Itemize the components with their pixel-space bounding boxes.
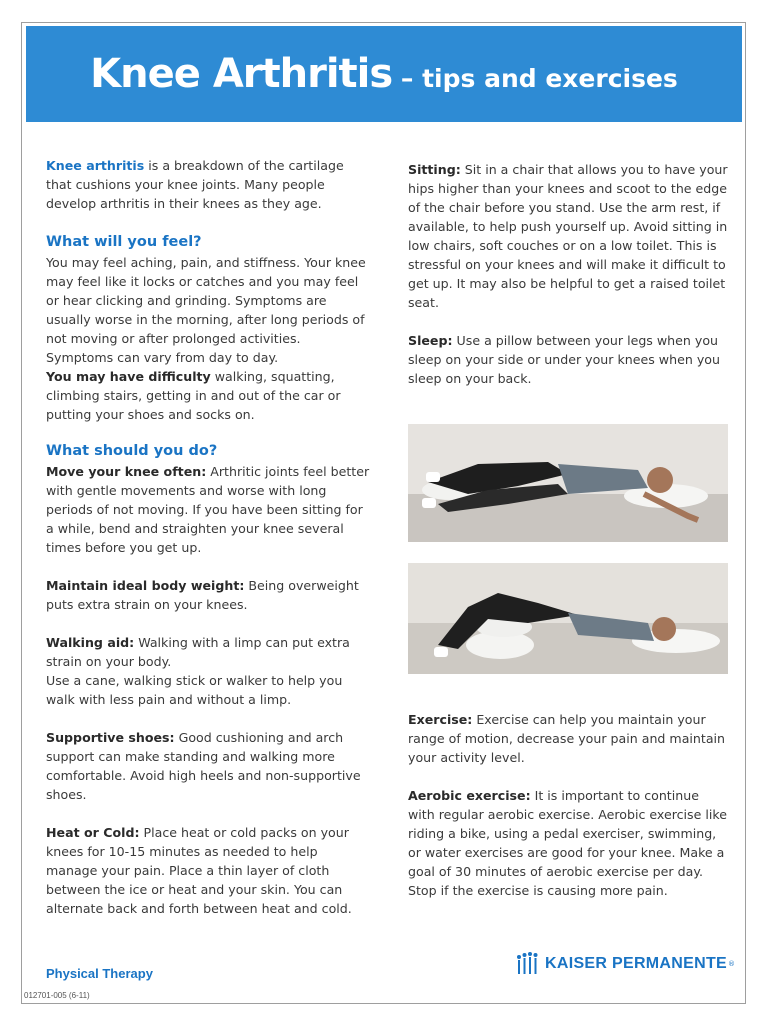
shoes-text: Good cushioning and arch support can make standing and walking more comfortable. Avoid high heels and non-supportive shoes.	[46, 730, 361, 802]
exercise-paragraph	[408, 710, 728, 767]
sleep-text: Use a pillow between your legs when you sleep on your side or under your knees when you sleep on your back.	[408, 333, 720, 386]
difficulty-paragraph	[46, 367, 371, 424]
sleep-label: Sleep:	[408, 333, 453, 348]
feel-paragraph: You may feel aching, pain, and stiffness. Your knee may feel like it locks or catches and you may feel or hear clicking and grinding. Symptoms are usually worse in the morning, after long periods of not moving or after prolonged activities. Symptoms can vary from day to day.	[46, 255, 366, 365]
title-main: Knee Arthritis	[90, 51, 393, 97]
aid-paragraph-2: Use a cane, walking stick or walker to help you walk with less pain and without a limp.	[46, 673, 343, 707]
aerobic-text: It is important to continue with regular aerobic exercise. Aerobic exercise like riding a bike, using a pedal exerciser, swimming, or water exercises are good for your knee. Make a goal of 30 minutes of aerobic exercise per day. Stop if the exercise is causing more pain.	[408, 788, 727, 898]
exercise-label: Exercise:	[408, 712, 473, 727]
shoes-paragraph	[46, 728, 371, 804]
sitting-paragraph	[408, 160, 728, 312]
left-column	[46, 156, 371, 918]
side-lying-pillow-photo	[408, 424, 728, 542]
intro-term: Knee arthritis	[46, 158, 145, 173]
sitting-text: Sit in a chair that allows you to have your hips higher than your knees and scoot to the edge of the chair before you stand. Use the arm rest, if available, to help push yourself up. Avoid sitting in low chairs, soft couches or on a low toilet. This is stressful on your knees and will make it difficult to get up. It may also be helpful to get a raised toilet seat.	[408, 162, 728, 310]
title-subtitle: – tips and exercises	[392, 64, 678, 93]
intro-text: is a breakdown of the cartilage that cushions your knee joints. Many people develop arthritis in their knees as they age.	[46, 158, 344, 211]
exercise-text: Exercise can help you maintain your range of motion, decrease your pain and maintain your activity level.	[408, 712, 726, 765]
sleep-paragraph	[408, 331, 728, 388]
move-text: Arthritic joints feel better with gentle movements and worse with long periods of not moving. If you have been sitting for a while, bend and straighten your knee several times before you get up.	[46, 464, 370, 555]
move-paragraph	[46, 462, 371, 557]
form-code: 012701-005 (6-11)	[24, 991, 90, 1000]
aerobic-paragraph	[408, 786, 728, 900]
heat-text: Place heat or cold packs on your knees for 10-15 minutes as needed to help manage your pain. Place a thin layer of cloth between the ice or heat and your skin. You can alternate back and forth between heat and cold.	[46, 825, 352, 916]
side-lying-illustration	[408, 424, 728, 542]
weight-text: Being overweight puts extra strain on your knees.	[46, 578, 359, 612]
difficulty-text: walking, squatting, climbing stairs, getting in and out of the car or putting your shoes and socks on.	[46, 369, 341, 422]
aid-paragraph	[46, 633, 371, 671]
move-label: Move your knee often:	[46, 464, 207, 479]
intro-paragraph	[46, 156, 371, 213]
right-column-bottom	[408, 710, 728, 900]
page-title	[90, 51, 678, 97]
weight-paragraph	[46, 576, 371, 614]
do-heading: What should you do?	[46, 443, 218, 459]
heat-label: Heat or Cold:	[46, 825, 140, 840]
aerobic-label: Aerobic exercise:	[408, 788, 531, 803]
back-lying-illustration	[408, 563, 728, 674]
weight-label: Maintain ideal body weight:	[46, 578, 245, 593]
right-column-top	[408, 160, 728, 388]
sitting-label: Sitting:	[408, 162, 461, 177]
back-lying-pillow-photo	[408, 563, 728, 674]
aid-text: Walking with a limp can put extra strain on your body.	[46, 635, 350, 669]
aid-label: Walking aid:	[46, 635, 135, 650]
kp-people-icon	[515, 952, 541, 976]
feel-heading: What will you feel?	[46, 234, 202, 250]
title-banner	[26, 26, 742, 122]
difficulty-label: You may have difficulty	[46, 369, 211, 384]
kp-brand-text: KAISER PERMANENTE	[545, 955, 728, 972]
heat-paragraph	[46, 823, 371, 918]
registered-mark: ®	[728, 960, 736, 968]
department-label: Physical Therapy	[46, 966, 153, 981]
kaiser-permanente-logo	[515, 952, 735, 976]
shoes-label: Supportive shoes:	[46, 730, 175, 745]
